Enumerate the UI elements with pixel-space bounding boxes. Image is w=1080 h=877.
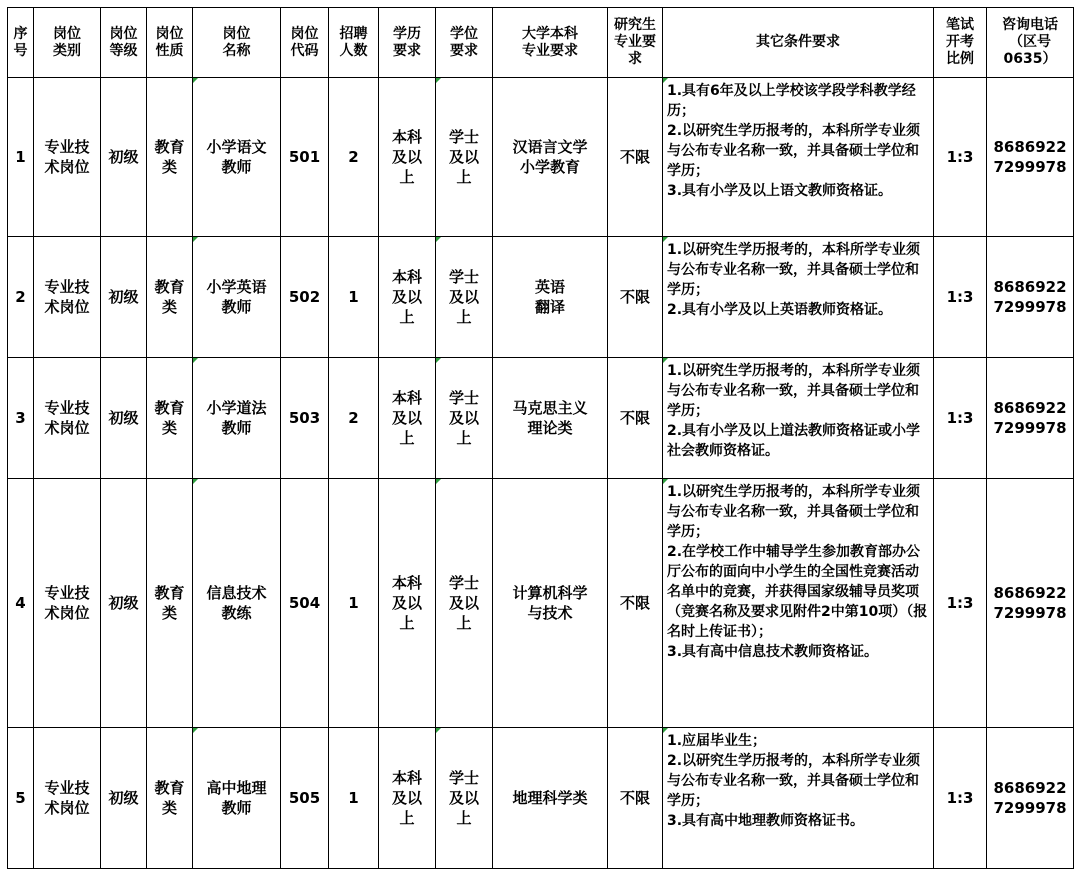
cell-code: 504 [281, 478, 329, 728]
header-grad-major: 研究生 专业要 求 [608, 8, 663, 78]
cell-grad-major: 不限 [608, 237, 663, 358]
header-nature: 岗位 性质 [147, 8, 193, 78]
cell-level: 初级 [101, 78, 147, 237]
header-degree: 学位 要求 [436, 8, 493, 78]
header-level: 岗位 等级 [101, 8, 147, 78]
cell-degree: 学士 及以 上 [436, 728, 493, 869]
cell-count: 2 [329, 78, 379, 237]
table-row [8, 728, 1074, 869]
requirement-item: 2.具有小学及以上道法教师资格证或小学社会教师资格证。 [667, 422, 921, 459]
cell-level: 初级 [101, 237, 147, 358]
header-phone: 咨询电话 （区号 0635） [987, 8, 1074, 78]
cell-education: 本科 及以 上 [379, 78, 436, 237]
cell-education: 本科 及以 上 [379, 237, 436, 358]
cell-category: 专业技 术岗位 [34, 478, 101, 728]
cell-nature: 教育 类 [147, 357, 193, 478]
cell-nature: 教育 类 [147, 237, 193, 358]
cell-category: 专业技 术岗位 [34, 237, 101, 358]
cell-nature: 教育 类 [147, 78, 193, 237]
cell-requirements [663, 78, 934, 237]
table-row [8, 237, 1074, 358]
cell-education: 本科 及以 上 [379, 478, 436, 728]
cell-count: 1 [329, 478, 379, 728]
cell-undergrad-major: 计算机科学 与技术 [493, 478, 608, 728]
cell-grad-major: 不限 [608, 478, 663, 728]
cell-phone: 8686922 7299978 [987, 357, 1074, 478]
cell-grad-major: 不限 [608, 78, 663, 237]
header-row [8, 8, 1074, 78]
cell-requirements [663, 237, 934, 358]
requirement-item: 1.应届毕业生； [667, 733, 767, 750]
cell-phone: 8686922 7299978 [987, 78, 1074, 237]
cell-undergrad-major: 马克思主义 理论类 [493, 357, 608, 478]
cell-phone: 8686922 7299978 [987, 728, 1074, 869]
cell-level: 初级 [101, 357, 147, 478]
cell-count: 1 [329, 728, 379, 869]
cell-count: 2 [329, 357, 379, 478]
cell-ratio: 1:3 [934, 728, 987, 869]
cell-undergrad-major: 英语 翻译 [493, 237, 608, 358]
requirement-item: 2.以研究生学历报考的，本科所学专业须与公布专业名称一致，并具备硕士学位和学历； [667, 123, 921, 179]
requirement-item: 3.具有高中地理教师资格证书。 [667, 813, 865, 830]
cell-name: 信息技术 教练 [193, 478, 281, 728]
cell-requirements [663, 357, 934, 478]
requirement-item: 1.以研究生学历报考的，本科所学专业须与公布专业名称一致，并具备硕士学位和学历； [667, 362, 921, 419]
header-undergrad-major: 大学本科 专业要求 [493, 8, 608, 78]
cell-degree: 学士 及以 上 [436, 78, 493, 237]
header-count: 招聘 人数 [329, 8, 379, 78]
cell-nature: 教育 类 [147, 478, 193, 728]
cell-education: 本科 及以 上 [379, 357, 436, 478]
cell-no: 1 [8, 78, 34, 237]
header-category: 岗位 类别 [34, 8, 101, 78]
cell-no: 2 [8, 237, 34, 358]
cell-ratio: 1:3 [934, 78, 987, 237]
cell-phone: 8686922 7299978 [987, 478, 1074, 728]
cell-category: 专业技 术岗位 [34, 728, 101, 869]
requirement-item: 2.以研究生学历报考的，本科所学专业须与公布专业名称一致，并具备硕士学位和学历； [667, 753, 921, 810]
cell-education: 本科 及以 上 [379, 728, 436, 869]
table-row [8, 78, 1074, 237]
cell-ratio: 1:3 [934, 357, 987, 478]
cell-code: 503 [281, 357, 329, 478]
requirement-item: 1.以研究生学历报考的，本科所学专业须与公布专业名称一致，并具备硕士学位和学历； [667, 242, 921, 298]
cell-degree: 学士 及以 上 [436, 237, 493, 358]
requirement-item: 3.具有高中信息技术教师资格证。 [667, 643, 879, 660]
recruitment-table [7, 7, 1074, 869]
cell-no: 3 [8, 357, 34, 478]
cell-count: 1 [329, 237, 379, 358]
cell-name: 高中地理 教师 [193, 728, 281, 869]
cell-category: 专业技 术岗位 [34, 357, 101, 478]
header-no: 序 号 [8, 8, 34, 78]
requirement-item: 3.具有小学及以上语文教师资格证。 [667, 183, 893, 199]
table-row [8, 478, 1074, 728]
cell-undergrad-major: 地理科学类 [493, 728, 608, 869]
cell-code: 505 [281, 728, 329, 869]
requirement-item: 1.以研究生学历报考的，本科所学专业须与公布专业名称一致，并具备硕士学位和学历； [667, 483, 921, 540]
cell-ratio: 1:3 [934, 237, 987, 358]
cell-no: 4 [8, 478, 34, 728]
requirement-item: 1.具有6年及以上学校该学段学科教学经历； [667, 83, 916, 119]
cell-degree: 学士 及以 上 [436, 357, 493, 478]
header-education: 学历 要求 [379, 8, 436, 78]
cell-name: 小学道法 教师 [193, 357, 281, 478]
cell-code: 501 [281, 78, 329, 237]
header-code: 岗位 代码 [281, 8, 329, 78]
cell-requirements [663, 478, 934, 728]
cell-grad-major: 不限 [608, 357, 663, 478]
cell-name: 小学英语 教师 [193, 237, 281, 358]
cell-undergrad-major: 汉语言文学 小学教育 [493, 78, 608, 237]
header-name: 岗位 名称 [193, 8, 281, 78]
cell-grad-major: 不限 [608, 728, 663, 869]
cell-nature: 教育 类 [147, 728, 193, 869]
cell-level: 初级 [101, 478, 147, 728]
table-row [8, 357, 1074, 478]
cell-ratio: 1:3 [934, 478, 987, 728]
header-requirements: 其它条件要求 [663, 8, 934, 78]
cell-level: 初级 [101, 728, 147, 869]
requirement-item: 2.具有小学及以上英语教师资格证。 [667, 302, 893, 318]
requirement-item: 2.在学校工作中辅导学生参加教育部办公厅公布的面向中小学生的全国性竞赛活动名单中的竞赛，并获得国家级辅导员奖项（竞赛名称及要求见附件2中第10项）（报名时上传证书）； [667, 543, 928, 640]
cell-no: 5 [8, 728, 34, 869]
cell-category: 专业技 术岗位 [34, 78, 101, 237]
cell-requirements [663, 728, 934, 869]
cell-degree: 学士 及以 上 [436, 478, 493, 728]
cell-name: 小学语文 教师 [193, 78, 281, 237]
header-ratio: 笔试 开考 比例 [934, 8, 987, 78]
cell-code: 502 [281, 237, 329, 358]
cell-phone: 8686922 7299978 [987, 237, 1074, 358]
